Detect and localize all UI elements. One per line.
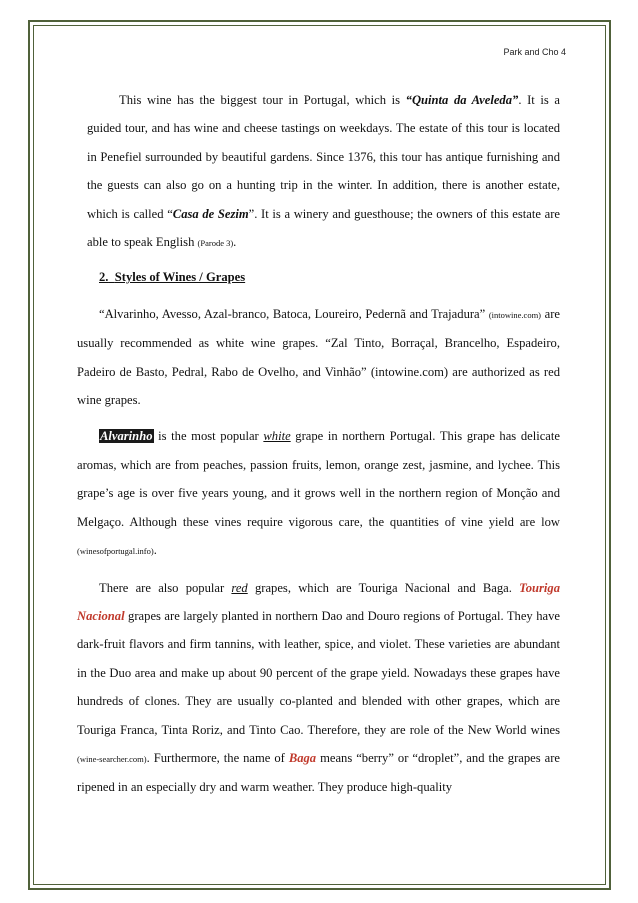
citation: (winesofportugal.info) xyxy=(77,546,154,557)
term-touriga-nacional: Touriga Nacional xyxy=(77,580,560,623)
emphasis-red: red xyxy=(231,580,248,595)
heading-title: Styles of Wines / Grapes xyxy=(114,270,246,285)
text-run: . It is a guided tour, and has wine and cheese tastings on weekdays. The estate of this tour is located in Penefiel surrounded by beautiful gardens. Since 1376, this tour has antique furnishing and the guests can also go on a hunting trip in the winter. In addition, there is another estate, which is called “ xyxy=(87,93,560,221)
citation: (Parode 3) xyxy=(197,238,234,249)
citation: (intowine.com) xyxy=(488,309,542,320)
text-run: ”. It is a winery and guesthouse; the owners of this estate are able to speak English xyxy=(87,206,561,250)
section-heading xyxy=(77,263,560,291)
text-run: is the most popular xyxy=(153,429,264,444)
text-run: . xyxy=(233,235,237,250)
body-text xyxy=(77,86,560,802)
paragraph-alvarinho xyxy=(77,422,560,565)
text-run: This wine has the biggest tour in Portugal, which is xyxy=(119,93,406,107)
text-run: . xyxy=(153,543,157,558)
text-run: There are also popular xyxy=(99,580,232,595)
citation: (wine-searcher.com) xyxy=(77,753,147,764)
heading-number: 2. xyxy=(99,270,109,285)
paragraph-red-grapes xyxy=(77,574,560,802)
estate-name-aveleda: “Quinta da Aveleda” xyxy=(405,93,519,107)
text-run: grape in northern Portugal. This grape has delicate aromas, which are from peaches, passion fruits, lemon, orange zest, jasmine, and lychee. This grape’s age is over five years young, and it grows well in the northern region of Monção and Melgaço. Although these vines require vigorous care, the quantities of vine yield are low xyxy=(77,429,560,529)
text-run: grapes, which are Touriga Nacional and Baga. xyxy=(247,580,520,595)
paragraph-tour xyxy=(77,86,560,257)
text-run: . Furthermore, the name of xyxy=(146,750,289,765)
text-run: “Alvarinho, Avesso, Azal-branco, Batoca, Loureiro, Pedernã and Trajadura” xyxy=(99,306,489,321)
highlighted-term: Alvarinho xyxy=(100,429,153,444)
paragraph-grape-list xyxy=(77,300,560,415)
emphasis-white: white xyxy=(263,429,291,444)
term-baga: Baga xyxy=(288,750,317,765)
text-run: are usually recommended as white wine grapes. “Zal Tinto, Borraçal, Brancelho, Espadeiro, Padeiro de Basto, Pedral, Rabo de Ovelho, and Vinhão” (intowine.com) are authorized as red wine grapes. xyxy=(77,306,560,408)
text-run: means “berry” or “droplet”, and the grapes are ripened in an especially dry and warm weather. They produce high-quality xyxy=(77,750,560,795)
running-header: Park and Cho 4 xyxy=(503,47,566,57)
estate-name-sezim: Casa de Sezim xyxy=(172,206,249,221)
text-run: grapes are largely planted in northern Dao and Douro regions of Portugal. They have dark-fruit flavors and firm tannins, with leather, spice, and violet. These varieties are abundant in the Duo area and make up about 90 percent of the grape yield. Nowadays these grapes have hundreds of clones. They are usually co-planted and blended with other grapes, which are Touriga Franca, Tinta Roriz, and Tinto Cao. Therefore, they are role of the New World wines xyxy=(77,608,560,737)
